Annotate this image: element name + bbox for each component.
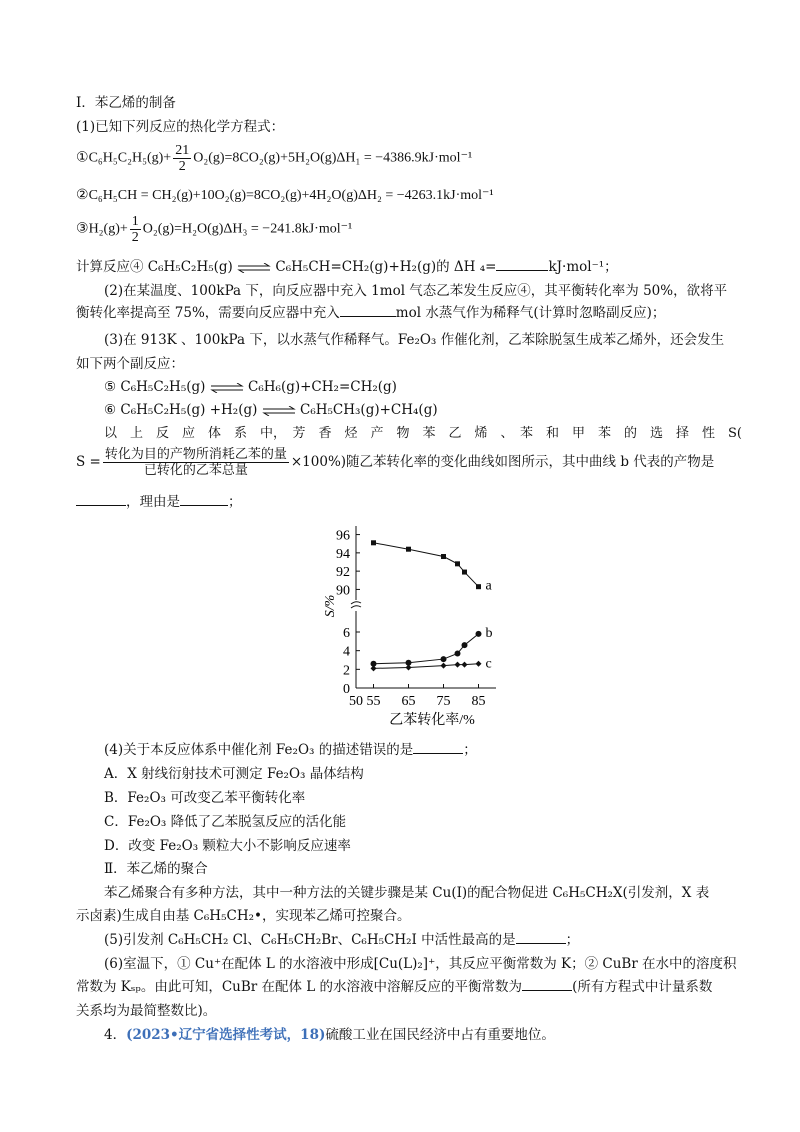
eq3-frac-den: 2 [131,230,139,245]
s-frac-num: 转化为目的产物所消耗乙苯的量 [104,447,287,462]
q4-option-d: D．改变 Fe₂O₃ 颗粒大小不影响反应速率 [104,838,351,854]
equation-2 [76,186,494,206]
answer-blank-5[interactable] [413,741,463,754]
data-point-b [462,642,468,648]
data-point-a [406,547,411,552]
series-label-c: c [485,656,492,672]
x-tick-label: 65 [401,694,416,709]
q5-end: ； [565,932,580,948]
eq1-number: ① [76,150,89,166]
equation-3 [76,214,352,245]
equilibrium-arrow-icon [237,263,271,273]
eq1-frac-num: 21 [175,143,190,158]
q3-reason-end: ； [228,494,242,510]
data-point-a [441,554,446,559]
q3-line-1: (3)在 913K 、100kPa 下，以水蒸气作稀释气。Fe₂O₃ 作催化剂，乙苯除脱氢生成苯乙烯外，还会发生 [104,332,725,348]
s-eq-label: S = [76,454,101,470]
eq1-fraction [173,143,191,174]
side-reaction-6 [104,400,438,420]
q3-reason-line [76,492,242,512]
x-tick-label: 75 [436,694,451,709]
y-tick-label: 0 [343,682,350,697]
y-tick-label: 6 [343,626,350,641]
q1-calc-line [76,257,618,277]
data-point-a [455,561,460,566]
q7-text: 硫酸工业在国民经济中占有重要地位。 [325,1027,555,1043]
answer-blank-1[interactable] [496,258,548,271]
equation-1 [76,143,472,174]
section-title-1: Ⅰ．苯乙烯的制备 [76,95,176,111]
eq3-number: ③ [76,221,89,237]
series-label-b: b [485,625,493,641]
q2-line-2 [76,303,665,323]
y-tick-label: 4 [343,644,350,660]
r5-right: C₆H₆(g)+CH₂=CH₂(g) [248,379,397,395]
q5-line [104,930,579,950]
x-tick-label: 55 [366,694,381,709]
eq3-formula: H₂(g)+ [88,221,128,237]
q2-line-2b: mol 水蒸气作为稀释气(计算时忽略副反应)； [395,305,666,321]
data-point-b [455,650,461,656]
q4-option-a: A．X 射线衍射技术可测定 Fe₂O₃ 晶体结构 [104,766,364,782]
axis-break-mark [351,602,361,604]
eq1-formula: C₆H₅C₂H₅(g)+ [88,150,172,166]
q2-line-1: (2)在某温度、100kPa 下，向反应器中充入 1mol 气态乙苯发生反应④，其平衡转化率为 50%，欲将平 [104,283,728,299]
answer-blank-2[interactable] [340,304,396,317]
data-point-b [441,656,447,662]
eq2-number: ② [76,188,89,203]
q1-intro: (1)已知下列反应的热化学方程式： [76,119,285,135]
data-point-c [371,665,377,671]
q6-line-2b: (所有方程式中计量系数 [572,979,713,995]
axis-break-mark [351,606,361,608]
data-point-c [406,664,412,670]
x-tick-label: 85 [471,694,486,709]
data-point-b [476,631,482,637]
q4-option-b: B．Fe₂O₃ 可改变乙苯平衡转化率 [104,790,306,806]
q6-line-1: (6)室温下，① Cu⁺在配体 L 的水溶液中形成[Cu(L)₂]⁺，其反应平衡常数为 K；② CuBr 在水中的溶度积 [104,956,737,972]
r5-left: ⑤ C₆H₅C₂H₅(g) [104,379,206,395]
series-line-b [374,634,479,664]
data-point-c [441,663,447,669]
eq2-formula: C₆H₅CH = CH₂(g)+10O₂(g)=8CO₂(g)+4H₂O(g)ΔH₂ = −4263.1kJ·mol⁻¹ [88,188,494,203]
q6-line-2 [76,977,712,997]
q7-line [104,1025,555,1045]
data-point-a [371,540,376,545]
selectivity-line: 以 上 反 应 体 系 中， 芳 香 烃 产 物 苯 乙 烯 、 苯 和 甲 苯 的 选 择 性 S( [104,426,742,441]
selectivity-chart [320,518,540,738]
q1-calc-b: C₆H₅CH=CH₂(g)+H₂(g)的 ΔH ₄= [275,259,497,275]
y-tick-label: 2 [343,663,350,679]
x-axis-label: 乙苯转化率/% [389,713,475,728]
series-label-a: a [485,578,492,594]
y-axis-label: S/% [323,594,338,618]
y-tick-label: 92 [336,565,350,581]
data-point-c [455,662,461,668]
s-frac-den: 已转化的乙苯总量 [143,463,248,478]
q1-calc-a: 计算反应④ C₆H₅C₂H₅(g) [76,259,233,275]
q4-stem [104,740,477,760]
p2-line-1: 苯乙烯聚合有多种方法，其中一种方法的关键步骤是某 Cu(Ⅰ)的配合物促进 C₆H₅CH₂X(引发剂，X 表 [104,885,710,901]
equilibrium-arrow-icon [262,406,296,416]
q4-stem-text: (4)关于本反应体系中催化剂 Fe₂O₃ 的描述错误的是 [104,742,414,758]
eq1-frac-den: 2 [178,159,186,174]
s-fraction [103,447,289,478]
data-point-a [462,570,467,575]
q6-line-3: 关系均为最简整数比)。 [76,1003,217,1019]
data-point-c [476,661,482,667]
x-tick-label: 50 [349,694,363,709]
equilibrium-arrow-icon [210,383,244,393]
q3-reason: ，理由是 [126,494,180,510]
q5-text: (5)引发剂 C₆H₅CH₂ Cl、C₆H₅CH₂Br、C₆H₅CH₂I 中活性最高的是 [104,932,516,948]
eq3-fraction [130,214,141,245]
answer-blank-3[interactable] [76,493,126,506]
r6-right: C₆H₅CH₃(g)+CH₄(g) [299,402,438,418]
q4-option-c: C．Fe₂O₃ 降低了乙苯脱氢反应的活化能 [104,814,347,830]
q7-number: 4． [104,1027,127,1043]
series-line-a [374,543,479,587]
p2-line-2: 示卤素)生成自由基 C₆H₅CH₂•，实现苯乙烯可控聚合。 [76,908,411,924]
q2-line-2a: 衡转化率提高至 75%，需要向反应器中充入 [76,305,340,321]
side-reaction-5 [104,377,397,397]
answer-blank-6[interactable] [516,931,566,944]
q7-source: (2023•辽宁省选择性考试，18) [126,1027,326,1043]
answer-blank-7[interactable] [522,978,572,991]
r6-left: ⑥ C₆H₅C₂H₅(g) +H₂(g) [104,402,258,418]
eq3-frac-num: 1 [131,214,139,229]
y-tick-label: 90 [336,583,350,599]
s-rest: ×100%)随乙苯转化率的变化曲线如图所示，其中曲线 b 代表的产物是 [290,454,715,470]
q6-line-2a: 常数为 Kₛₚ。由此可知，CuBr 在配体 L 的水溶液中溶解反应的平衡常数为 [76,979,523,995]
eq3-rest: O₂(g)=H₂O(g)ΔH₃ = −241.8kJ·mol⁻¹ [142,221,353,237]
selectivity-equation [76,447,714,478]
section-title-2: Ⅱ．苯乙烯的聚合 [104,861,208,877]
answer-blank-4[interactable] [180,493,228,506]
y-tick-label: 96 [336,528,350,544]
data-point-a [476,584,481,589]
q4-stem-end: ； [463,742,477,758]
data-point-c [462,662,468,668]
q1-calc-c: kJ·mol⁻¹； [548,259,618,275]
y-tick-label: 94 [336,546,350,562]
eq1-rest: O₂(g)=8CO₂(g)+5H₂O(g)ΔH₁ = −4386.9kJ·mol⁻¹ [193,150,473,166]
q3-line-2: 如下两个副反应： [76,356,184,372]
